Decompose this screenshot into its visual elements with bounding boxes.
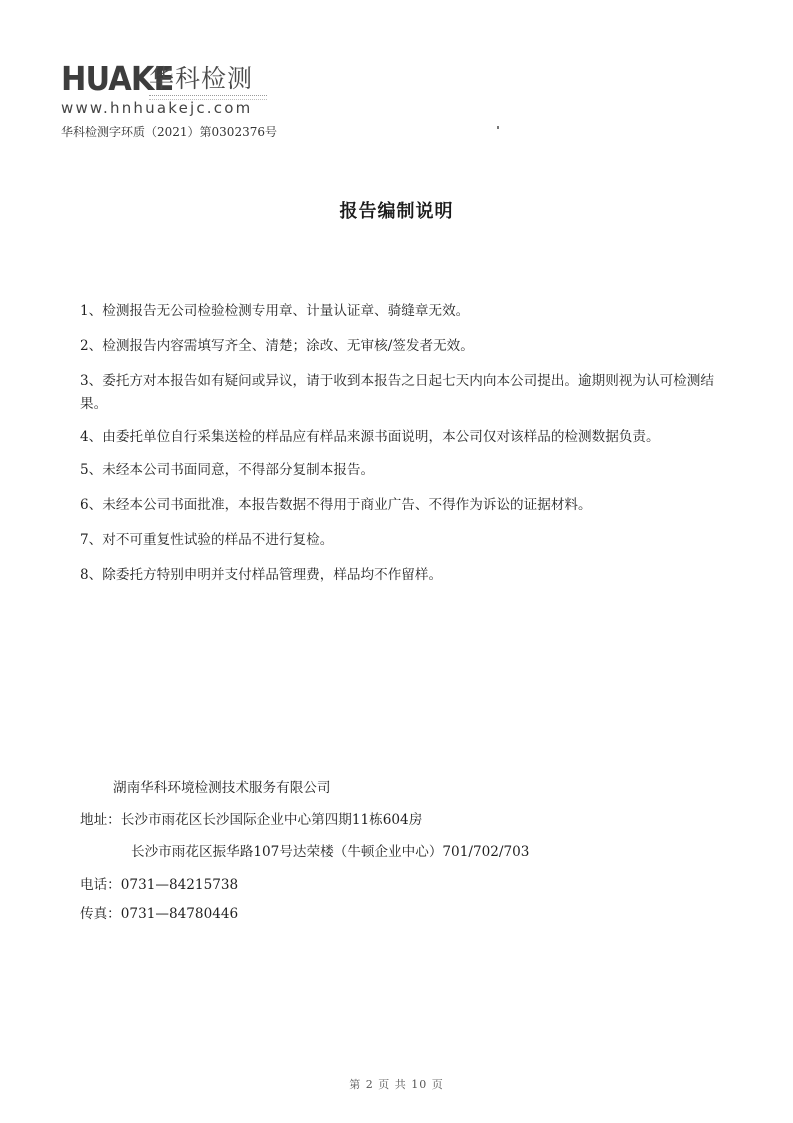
rules-list	[80, 300, 720, 599]
company-name: 湖南华科环境检测技术服务有限公司	[113, 780, 331, 796]
logo-chinese-name: 华科检测	[149, 64, 254, 93]
rule-item: 6、未经本公司书面批准，本报告数据不得用于商业广告、不得作为诉讼的证据材料。	[80, 497, 592, 513]
address-value-1: 长沙市雨花区长沙国际企业中心第四期11栋604房	[120, 812, 423, 828]
phone-value: 0731—84215738	[120, 877, 239, 893]
company-logo	[61, 59, 321, 122]
rule-item: 7、对不可重复性试验的样品不进行复检。	[80, 532, 334, 548]
rule-item: 3、委托方对本报告如有疑问或异议，请于收到本报告之日起七天内向本公司提出。逾期则视为认可检测结果。	[80, 373, 714, 412]
phone-label: 电话：	[80, 877, 121, 893]
company-fax	[80, 904, 238, 924]
fax-label: 传真：	[80, 906, 121, 922]
rule-item: 8、除委托方特别申明并支付样品管理费，样品均不作留样。	[80, 567, 443, 583]
address-label: 地址：	[80, 812, 121, 828]
rule-item: 5、未经本公司书面同意，不得部分复制本报告。	[80, 462, 375, 478]
company-address-line-2: 长沙市雨花区振华路107号达荣楼（牛顿企业中心）701/702/703	[131, 844, 530, 860]
fax-value: 0731—84780446	[120, 906, 239, 922]
page-title: 报告编制说明	[339, 201, 454, 222]
rule-item: 4、由委托单位自行采集送检的样品应有样品来源书面说明，本公司仅对该样品的检测数据负责。	[80, 429, 660, 445]
logo-wordmark: HUAKE	[61, 59, 174, 98]
company-address-line-1	[80, 810, 422, 830]
scan-speck	[497, 126, 499, 129]
page-number: 第 2 页 共 10 页	[349, 1078, 444, 1091]
report-document-number: 华科检测字环质（2021）第0302376号	[61, 125, 277, 139]
company-phone	[80, 875, 238, 895]
rule-item: 1、检测报告无公司检验检测专用章、计量认证章、骑缝章无效。	[80, 303, 470, 319]
rule-item: 2、检测报告内容需填写齐全、清楚；涂改、无审核/签发者无效。	[80, 338, 474, 354]
logo-website-url: www.hnhuakejc.com	[61, 99, 253, 117]
